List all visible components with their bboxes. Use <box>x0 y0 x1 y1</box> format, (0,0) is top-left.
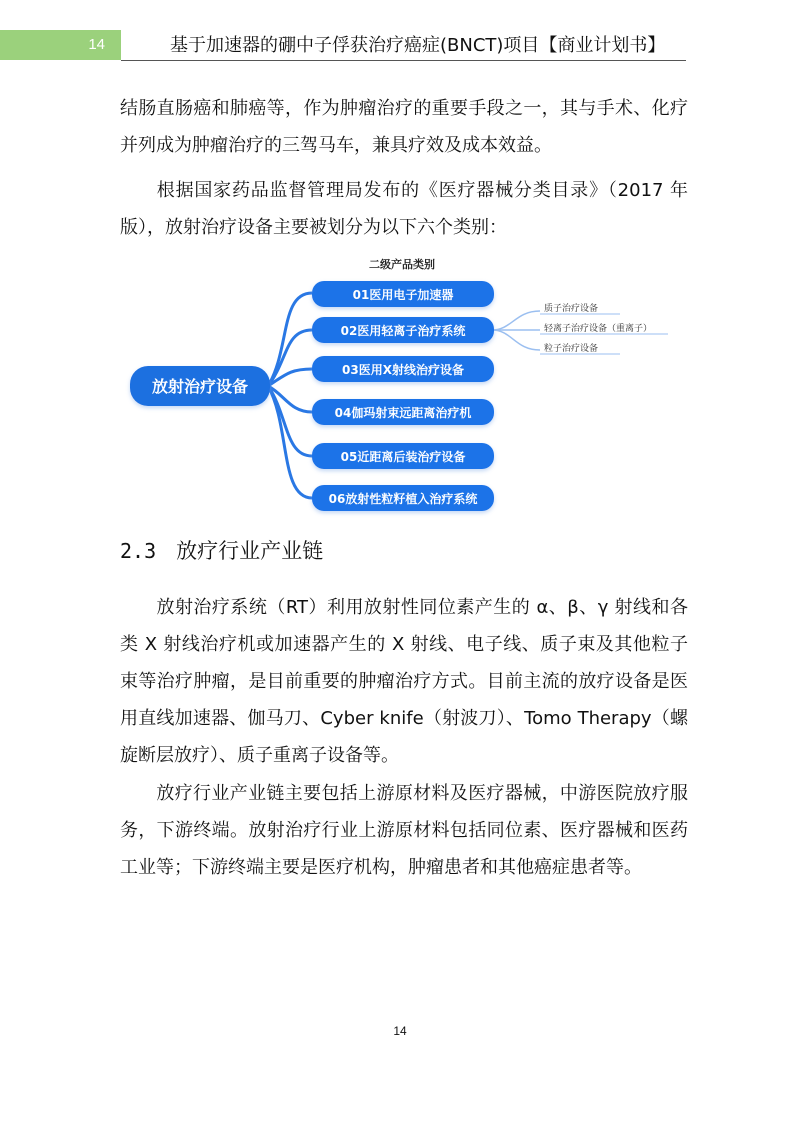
header-title: 基于加速器的硼中子俘获治疗癌症(BNCT)项目【商业计划书】 <box>170 35 666 56</box>
footer-page-number: 14 <box>393 1024 407 1038</box>
branch-label-03: 03医用X射线治疗设备 <box>342 363 464 377</box>
sub-connector-3 <box>492 330 540 350</box>
paragraph-1 <box>120 90 688 164</box>
sub-branch-label-1: 质子治疗设备 <box>544 304 599 314</box>
section-title: 放疗行业产业链 <box>176 539 324 563</box>
sub-branch-label-2: 轻离子治疗设备（重离子） <box>544 324 653 334</box>
paragraph-2-text: 根据国家药品监督管理局发布的《医疗器械分类目录》（2017 年版），放射治疗设备主要被划分为以下六个类别： <box>120 180 688 238</box>
paragraph-1-text: 结肠直肠癌和肺癌等，作为肿瘤治疗的重要手段之一，其与手术、化疗并列成为肿瘤治疗的三驾马车，兼具疗效及成本效益。 <box>120 98 688 156</box>
branch-label-04: 04伽玛射束远距离治疗机 <box>334 406 472 420</box>
branch-label-06: 06放射性粒籽植入治疗系统 <box>328 492 478 506</box>
connector-02 <box>268 330 312 386</box>
connector-05 <box>268 386 312 456</box>
paragraph-4 <box>120 775 688 886</box>
paragraph-3-text: 放射治疗系统（RT）利用放射性同位素产生的 α、β、γ 射线和各类 X 射线治疗机或加速器产生的 X 射线、电子线、质子束及其他粒子束等治疗肿瘤，是目前重要的肿瘤治疗方式。目前主流的放疗设备是医用直线加速器、伽马刀、Cyber knife（射波刀）、Tomo Therapy（螺旋断层放疗）、质子重离子设备等。 <box>120 597 688 766</box>
branch-label-01: 01医用电子加速器 <box>352 288 454 302</box>
sub-branch-label-3: 粒子治疗设备 <box>544 344 599 354</box>
header-page-number: 14 <box>0 30 121 60</box>
branch-connectors <box>268 293 312 498</box>
sub-branch-connectors <box>492 311 540 350</box>
section-number: 2.3 <box>120 539 157 563</box>
sub-connector-1 <box>492 311 540 330</box>
section-heading <box>120 534 323 568</box>
diagram-title: 二级产品类别 <box>369 258 435 271</box>
header-divider <box>121 60 686 61</box>
branch-label-02: 02医用轻离子治疗系统 <box>340 324 466 338</box>
paragraph-4-text: 放疗行业产业链主要包括上游原材料及医疗器械，中游医院放疗服务，下游终端。放射治疗行业上游原材料包括同位素、医疗器械和医药工业等；下游终端主要是医疗机构，肿瘤患者和其他癌症患者等。 <box>120 783 688 878</box>
root-node-label: 放射治疗设备 <box>151 377 249 396</box>
paragraph-2 <box>120 172 688 246</box>
paragraph-3 <box>120 589 688 774</box>
classification-diagram <box>120 250 680 520</box>
branch-label-05: 05近距离后装治疗设备 <box>340 450 466 464</box>
